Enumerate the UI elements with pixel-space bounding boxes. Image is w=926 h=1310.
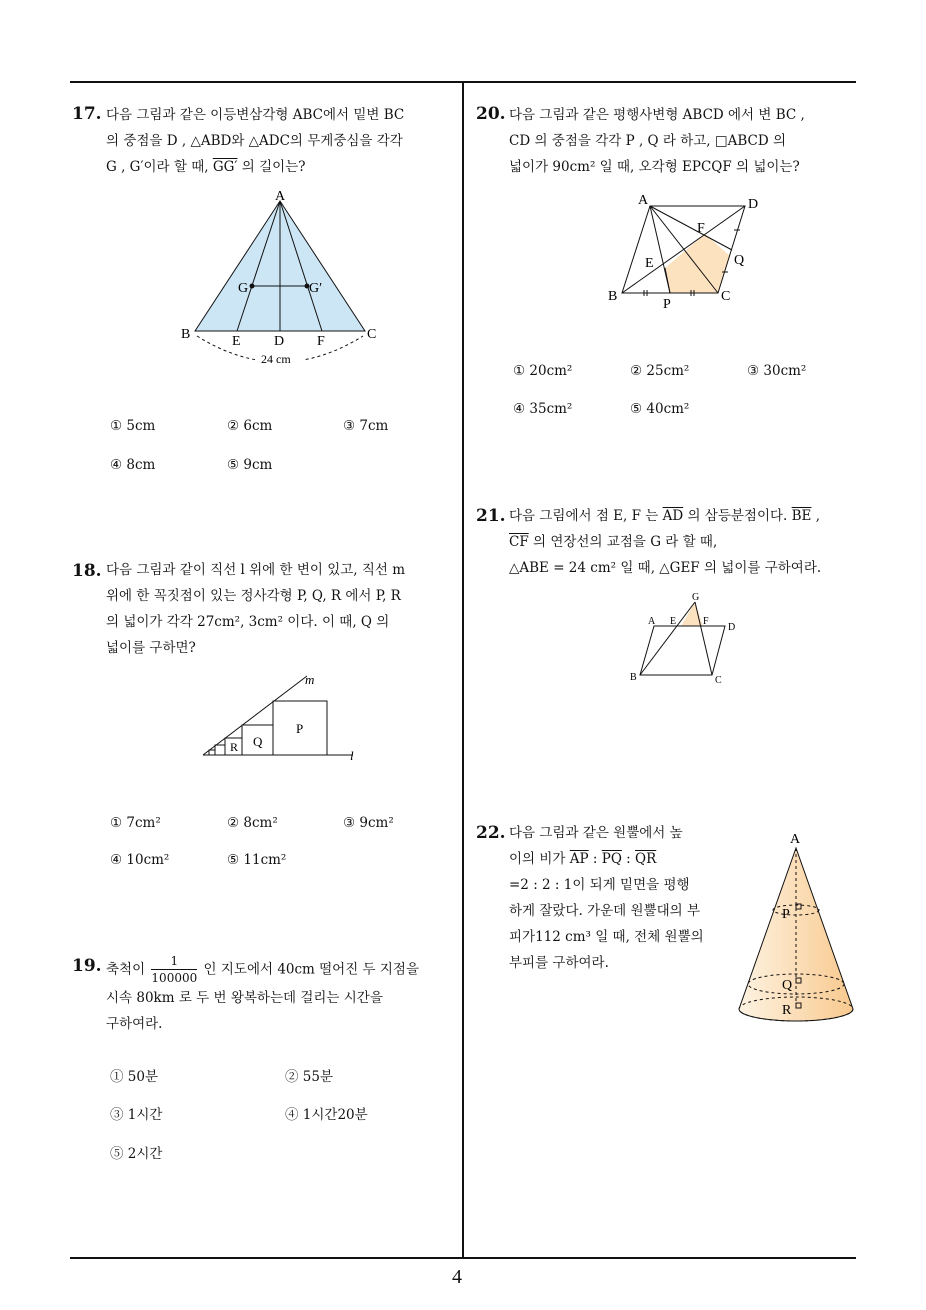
q18-line-4: 넓이를 구하면? (106, 640, 196, 656)
q18-line-1: 다음 그림과 같이 직선 l 위에 한 변이 있고, 직선 m (106, 562, 406, 578)
q19-choice-5[interactable]: ⑤ 2시간 (110, 1146, 163, 1162)
column-divider (462, 81, 464, 1259)
q21-label-c: C (715, 675, 722, 686)
q21-number: 21. (476, 506, 506, 526)
q21-segment-cf: $\overline{CF}$ (509, 534, 529, 550)
q21-figure (625, 590, 750, 690)
q17-line-3 (106, 154, 404, 180)
q17-label-b: B (181, 327, 191, 342)
q17-label-d: D (274, 334, 285, 349)
q22-line-3: =2 : 2 : 1이 되게 밑면을 평행 (509, 877, 690, 893)
q19-frac-den: 100000 (151, 971, 198, 985)
q22-colon-2: : (621, 851, 636, 867)
q18-label-p: P (296, 721, 304, 736)
q20-line-3: 넓이가 90cm² 일 때, 오각형 EPCQF 의 넓이는? (509, 159, 800, 175)
q20-label-f: F (697, 221, 705, 236)
q17-label-e: E (232, 334, 241, 349)
q20-text (509, 102, 805, 180)
q17-label-a: A (275, 189, 286, 204)
q19-choice-4[interactable]: ④ 1시간20분 (285, 1107, 368, 1123)
q18-label-q: Q (253, 734, 263, 749)
q21-label-a: A (648, 616, 656, 627)
q17-text (106, 102, 404, 180)
q21-label-e: E (670, 616, 677, 627)
q21-l2-post: 의 연장선의 교점을 G 라 할 때, (528, 534, 718, 550)
q18-label-m: m (305, 672, 315, 687)
q19-choice-3[interactable]: ③ 1시간 (110, 1107, 163, 1123)
q22-line-1: 다음 그림과 같은 원뿔에서 높 (509, 825, 683, 841)
q17-label-g2: G′ (309, 281, 323, 296)
q22-segment-qr: $\overline{QR}$ (635, 851, 657, 867)
q18-label-r: R (230, 740, 239, 754)
q18-line-3: 의 넓이가 각각 27cm², 3cm² 이다. 이 때, Q 의 (106, 614, 390, 630)
q22-label-q: Q (782, 978, 793, 993)
q21-l1-pre: 다음 그림에서 점 E, F 는 (509, 508, 663, 524)
q20-label-a: A (638, 193, 649, 208)
q20-label-p: P (663, 297, 671, 312)
q20-label-q: Q (734, 253, 745, 268)
q17-number: 17. (72, 104, 102, 124)
q21-label-g: G (692, 592, 700, 603)
q21-l1-post: , (811, 508, 820, 524)
q17-choice-1[interactable]: ① 5cm (110, 418, 156, 434)
q18-line-2: 위에 한 꼭짓점이 있는 정사각형 P, Q, R 에서 P, R (106, 588, 401, 604)
q18-choice-4[interactable]: ④ 10cm² (110, 852, 170, 868)
q21-label-b: B (630, 672, 637, 683)
q17-label-g: G (238, 281, 249, 296)
q19-line-3: 구하여라. (106, 1016, 163, 1032)
q22-line-5: 피가112 cm³ 일 때, 전체 원뿔의 (509, 929, 704, 945)
q20-label-d: D (748, 197, 759, 212)
q22-label-a: A (790, 832, 801, 847)
q20-label-b: B (608, 289, 618, 304)
q20-label-c: C (721, 289, 731, 304)
q22-figure (730, 826, 865, 1031)
q20-line-2: CD 의 중점을 각각 P , Q 라 하고, □ABCD 의 (509, 133, 787, 149)
q22-l2-pre: 이의 비가 (509, 851, 570, 867)
q17-label-c: C (367, 327, 377, 342)
q20-choice-5[interactable]: ⑤ 40cm² (630, 401, 690, 417)
q22-line-6: 부피를 구하여라. (509, 955, 609, 971)
q22-label-p: P (782, 907, 790, 922)
q20-choice-3[interactable]: ③ 30cm² (747, 363, 807, 379)
q22-text (509, 820, 704, 976)
q17-choice-4[interactable]: ④ 8cm (110, 457, 156, 473)
q17-choice-5[interactable]: ⑤ 9cm (227, 457, 273, 473)
q19-choice-1[interactable]: ① 50분 (110, 1069, 159, 1085)
q19-line-1 (106, 953, 419, 989)
bottom-rule (70, 1257, 856, 1259)
q19-line-2: 시속 80km 로 두 번 왕복하는데 걸리는 시간을 (106, 990, 383, 1006)
q22-line-4: 하게 잘랐다. 가운데 원뿔대의 부 (509, 903, 700, 919)
q21-line-1 (509, 503, 821, 529)
q17-line-2: 의 중점을 D , △ABD와 △ADC의 무게중심을 각각 (106, 133, 403, 149)
q22-segment-pq: $\overline{PQ}$ (601, 851, 622, 867)
q20-number: 20. (476, 104, 506, 124)
q21-l1-mid: 의 삼등분점이다. (683, 508, 792, 524)
q21-segment-be: $\overline{BE}$ (791, 508, 812, 524)
q22-label-r: R (782, 1003, 792, 1018)
q17-point-g (250, 284, 255, 289)
q17-line-3-text: G , G′이라 할 때, (106, 159, 213, 175)
page-number: 4 (452, 1266, 462, 1288)
q18-choice-2[interactable]: ② 8cm² (227, 815, 278, 831)
q18-text (106, 557, 405, 661)
q20-label-e: E (645, 256, 654, 271)
q17-segment-gg: GG′ (212, 159, 238, 175)
q17-choice-3[interactable]: ③ 7cm (343, 418, 389, 434)
q20-line-1: 다음 그림과 같은 평행사변형 ABCD 에서 변 BC , (509, 107, 805, 123)
q20-choice-2[interactable]: ② 25cm² (630, 363, 690, 379)
q22-colon-1: : (588, 851, 602, 867)
q19-frac-num: 1 (151, 953, 197, 970)
q21-parallelogram (640, 626, 725, 675)
q21-label-d: D (728, 622, 736, 633)
q19-number: 19. (72, 956, 102, 976)
q18-choice-1[interactable]: ① 7cm² (110, 815, 161, 831)
q18-figure (195, 668, 375, 768)
q21-segment-ad: $\overline{AD}$ (662, 508, 684, 524)
q17-label-f: F (317, 334, 325, 349)
q20-choice-1[interactable]: ① 20cm² (513, 363, 573, 379)
q19-text (106, 985, 383, 1037)
q18-label-l: l (350, 748, 354, 763)
q18-choice-3[interactable]: ③ 9cm² (343, 815, 394, 831)
q19-post: 인 지도에서 40cm 떨어진 두 지점을 (199, 961, 420, 978)
q22-line-2 (509, 846, 704, 872)
q22-segment-ap: $\overline{AP}$ (569, 851, 589, 867)
q18-choice-5[interactable]: ⑤ 11cm² (227, 852, 287, 868)
q21-line-3: △ABE = 24 cm² 일 때, △GEF 의 넓이를 구하여라. (509, 560, 822, 576)
q18-number: 18. (72, 561, 102, 581)
q20-choice-4[interactable]: ④ 35cm² (513, 401, 573, 417)
q21-line-2 (509, 529, 821, 555)
q17-choice-2[interactable]: ② 6cm (227, 418, 273, 434)
q19-fraction (151, 953, 197, 986)
q17-line-1: 다음 그림과 같은 이등변삼각형 ABC에서 밑변 BC (106, 107, 405, 123)
q19-pre: 축척이 (106, 961, 150, 978)
q19-choice-2[interactable]: ② 55분 (285, 1069, 334, 1085)
q17-tail: 의 길이는? (237, 159, 306, 175)
q17-figure (170, 188, 390, 373)
q22-number: 22. (476, 823, 506, 843)
q21-label-f: F (703, 616, 709, 627)
q17-length-label: 24 cm (261, 352, 291, 366)
q20-figure (600, 188, 770, 313)
q21-text (509, 503, 821, 581)
